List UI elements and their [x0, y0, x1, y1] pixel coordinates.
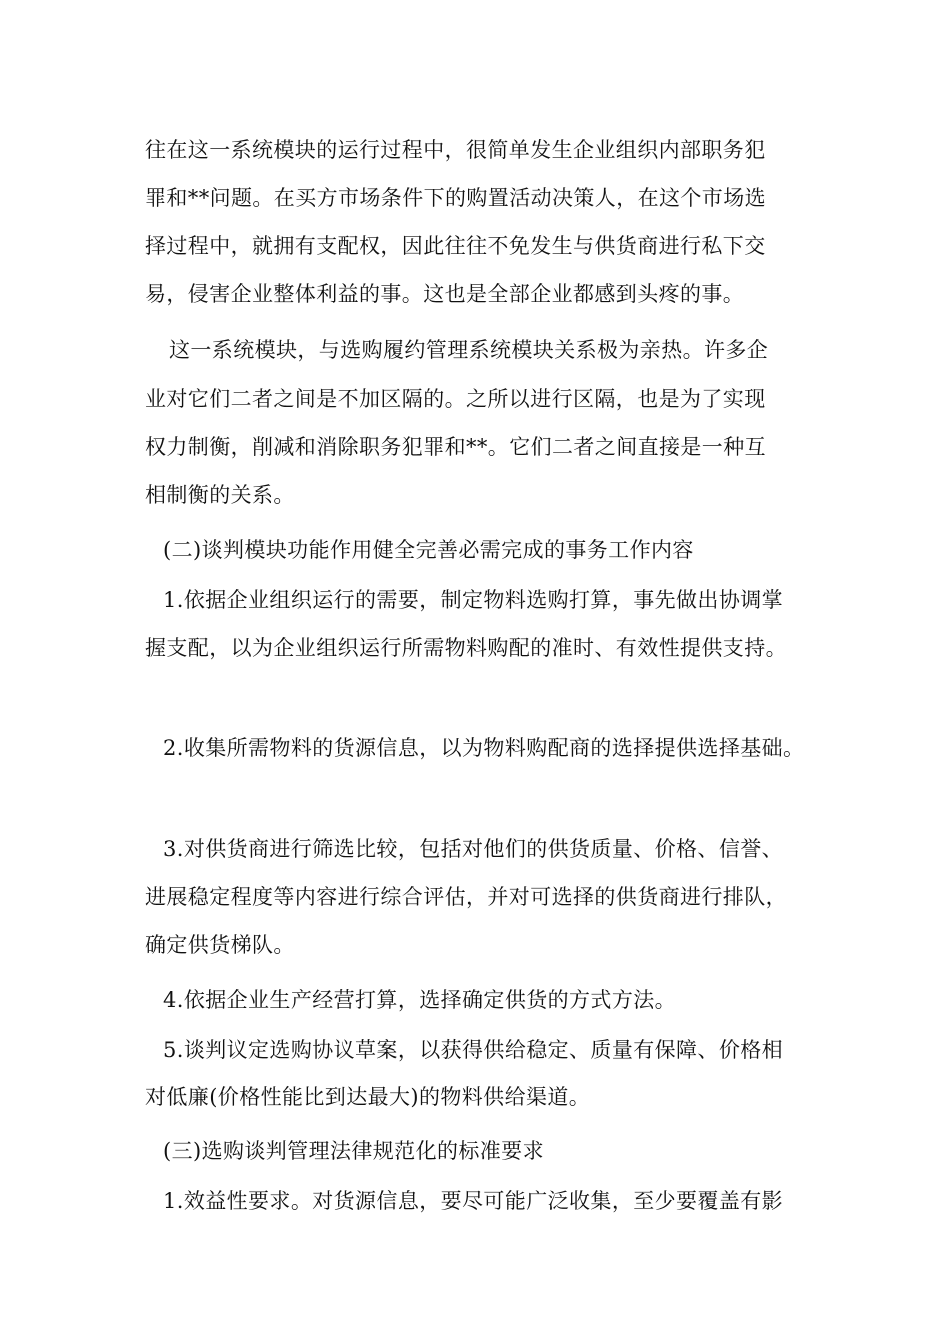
paragraph-line: 易，侵害企业整体利益的事。这也是全部企业都感到头疼的事。	[145, 282, 745, 306]
list-item-line: 3.对供货商进行筛选比较，包括对他们的供货质量、价格、信誉、	[163, 837, 784, 861]
list-item-line: 1.效益性要求。对货源信息，要尽可能广泛收集，至少要覆盖有影	[163, 1189, 784, 1213]
paragraph-line: 罪和**问题。在买方市场条件下的购置活动决策人，在这个市场选	[145, 186, 766, 210]
paragraph-line: 权力制衡，削减和消除职务犯罪和**。它们二者之间直接是一种互	[145, 435, 766, 459]
list-item-line: 确定供货梯队。	[145, 933, 295, 957]
paragraph-line: 择过程中，就拥有支配权，因此往往不免发生与供货商进行私下交	[145, 234, 766, 258]
paragraph-line: 业对它们二者之间是不加区隔的。之所以进行区隔，也是为了实现	[145, 387, 766, 411]
list-item-line: 对低廉(价格性能比到达最大)的物料供给渠道。	[145, 1085, 591, 1109]
paragraph-line: 往在这一系统模块的运行过程中，很简单发生企业组织内部职务犯	[145, 138, 766, 162]
list-item-line: 进展稳定程度等内容进行综合评估，并对可选择的供货商进行排队，	[145, 885, 787, 909]
list-item-line: 5.谈判议定选购协议草案，以获得供给稳定、质量有保障、价格相	[163, 1038, 784, 1062]
paragraph-line: 相制衡的关系。	[145, 483, 295, 507]
section-heading: (三)选购谈判管理法律规范化的标准要求	[163, 1139, 544, 1163]
list-item-line: 2.收集所需物料的货源信息，以为物料购配商的选择提供选择基础。	[163, 736, 805, 760]
list-item-line: 4.依据企业生产经营打算，选择确定供货的方式方法。	[163, 988, 677, 1012]
list-item-line: 握支配，以为企业组织运行所需物料购配的准时、有效性提供支持。	[145, 636, 787, 660]
section-heading: (二)谈判模块功能作用健全完善必需完成的事务工作内容	[163, 538, 694, 562]
list-item-line: 1.依据企业组织运行的需要，制定物料选购打算，事先做出协调掌	[163, 588, 784, 612]
paragraph-line: 这一系统模块，与选购履约管理系统模块关系极为亲热。许多企	[169, 338, 769, 362]
